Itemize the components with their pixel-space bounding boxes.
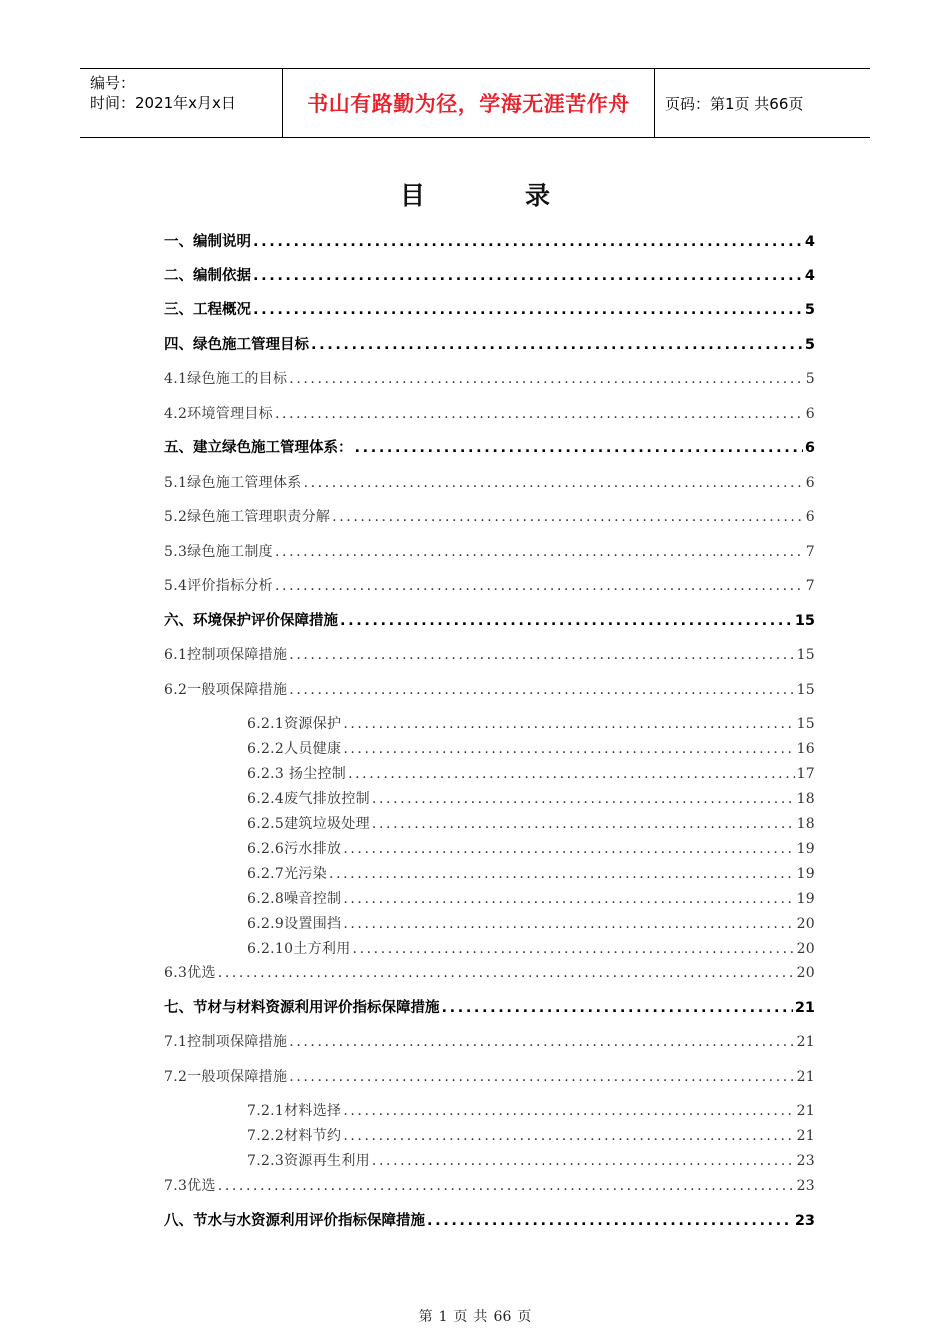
toc-leader-dots	[289, 678, 794, 702]
toc-leader-dots	[289, 1030, 794, 1054]
toc-entry[interactable]	[164, 996, 815, 1020]
toc-entry-page: 23	[794, 1213, 815, 1229]
toc-entry-page: 6	[805, 475, 815, 491]
title-left-char: 目	[399, 181, 425, 210]
toc-leader-dots	[353, 937, 795, 961]
toc-entry-title: 一、编制说明	[164, 234, 251, 250]
page-footer	[0, 1306, 950, 1326]
toc-entry-title: 7.3优选	[164, 1178, 216, 1194]
toc-entry[interactable]	[164, 1149, 815, 1173]
toc-entry[interactable]	[164, 1174, 815, 1198]
header-page-label: 页码：第1页 共66页	[665, 94, 804, 113]
toc-entry[interactable]	[164, 887, 815, 911]
toc-entry[interactable]	[164, 1065, 815, 1089]
toc-entry-title: 5.3绿色施工制度	[164, 544, 273, 560]
toc-entry-page: 23	[796, 1153, 815, 1169]
toc-leader-dots	[372, 1149, 795, 1173]
toc-entry[interactable]	[164, 505, 815, 529]
footer-ye-2: 页	[517, 1309, 532, 1325]
toc-leader-dots	[343, 737, 794, 761]
toc-entry-page: 6	[805, 406, 815, 422]
toc-entry-page: 20	[796, 965, 815, 981]
toc-entry[interactable]	[164, 333, 815, 357]
toc-entry-title: 二、编制依据	[164, 268, 251, 284]
toc-entry-page: 21	[796, 1128, 815, 1144]
toc-entry[interactable]	[164, 787, 815, 811]
toc-entry-title: 6.2.7光污染	[247, 866, 328, 882]
toc-leader-dots	[332, 505, 804, 529]
toc-entry-title: 七、节材与材料资源利用评价指标保障措施	[164, 1000, 440, 1016]
toc-entry-page: 21	[796, 1103, 815, 1119]
toc-entry-page: 19	[796, 866, 815, 882]
toc-entry-title: 5.2绿色施工管理职责分解	[164, 509, 331, 525]
toc-leader-dots	[427, 1209, 793, 1233]
toc-leader-dots	[343, 837, 794, 861]
footer-di: 第	[418, 1309, 433, 1325]
document-time-label: 时间：2021年x月x日	[90, 94, 236, 112]
page-header	[80, 68, 870, 138]
toc-entry-title: 4.1绿色施工的目标	[164, 371, 288, 387]
toc-entry[interactable]	[164, 937, 815, 961]
toc-leader-dots	[372, 787, 795, 811]
toc-entry-page: 18	[796, 816, 815, 832]
toc-entry-page: 20	[796, 941, 815, 957]
toc-entry-page: 19	[796, 891, 815, 907]
toc-leader-dots	[253, 230, 803, 254]
toc-leader-dots	[355, 436, 803, 460]
toc-leader-dots	[253, 298, 803, 322]
toc-leader-dots	[343, 1099, 794, 1123]
toc-entry[interactable]	[164, 471, 815, 495]
toc-entry[interactable]	[164, 540, 815, 564]
toc-entry-page: 15	[796, 716, 815, 732]
header-motto: 书山有路勤为径，学海无涯苦作舟	[282, 69, 655, 137]
toc-leader-dots	[340, 609, 793, 633]
toc-entry-title: 4.2环境管理目标	[164, 406, 273, 422]
toc-entry-title: 7.2.2材料节约	[247, 1128, 342, 1144]
toc-leader-dots	[253, 264, 803, 288]
toc-entry-title: 6.2.3 扬尘控制	[247, 766, 347, 782]
toc-entry-title: 7.2.1材料选择	[247, 1103, 342, 1119]
toc-entry-page: 20	[796, 916, 815, 932]
footer-gong: 共	[473, 1309, 488, 1325]
toc-entry[interactable]	[164, 1030, 815, 1054]
toc-entry[interactable]	[164, 737, 815, 761]
toc-leader-dots	[343, 712, 794, 736]
toc-entry[interactable]	[164, 862, 815, 886]
toc-leader-dots	[372, 812, 795, 836]
toc-entry[interactable]	[164, 678, 815, 702]
header-meta	[80, 69, 282, 137]
toc-entry-title: 6.2.6污水排放	[247, 841, 342, 857]
toc-entry[interactable]	[164, 912, 815, 936]
toc-entry-page: 5	[804, 337, 815, 353]
toc-entry[interactable]	[164, 264, 815, 288]
toc-leader-dots	[343, 912, 794, 936]
toc-entry-title: 6.2一般项保障措施	[164, 682, 288, 698]
toc-leader-dots	[218, 961, 795, 985]
toc-leader-dots	[343, 1124, 794, 1148]
toc-entry-page: 6	[804, 440, 815, 456]
toc-leader-dots	[289, 367, 804, 391]
toc-entry[interactable]	[164, 1099, 815, 1123]
toc-entry-page: 23	[796, 1178, 815, 1194]
toc-entry-title: 四、绿色施工管理目标	[164, 337, 309, 353]
toc-entry-title: 八、节水与水资源利用评价指标保障措施	[164, 1213, 425, 1229]
toc-entry-title: 6.1控制项保障措施	[164, 647, 288, 663]
toc-leader-dots	[304, 471, 804, 495]
toc-entry-page: 18	[796, 791, 815, 807]
toc-entry[interactable]	[164, 812, 815, 836]
toc-leader-dots	[275, 574, 804, 598]
toc-entry[interactable]	[164, 574, 815, 598]
toc-entry-page: 15	[794, 613, 815, 629]
toc-entry-page: 7	[805, 578, 815, 594]
title-right-char: 录	[525, 181, 551, 210]
toc-leader-dots	[329, 862, 795, 886]
toc-entry-title: 7.2一般项保障措施	[164, 1069, 288, 1085]
toc-entry[interactable]	[164, 961, 815, 985]
page-title	[0, 176, 950, 212]
toc-entry[interactable]	[164, 298, 815, 322]
toc-entry[interactable]	[164, 837, 815, 861]
toc-entry-page: 6	[805, 509, 815, 525]
toc-entry-title: 三、工程概况	[164, 302, 251, 318]
toc-entry-page: 21	[796, 1069, 815, 1085]
document-number-label: 编号：	[90, 74, 136, 92]
toc-entry-title: 5.1绿色施工管理体系	[164, 475, 302, 491]
toc-entry[interactable]	[164, 609, 815, 633]
toc-entry[interactable]	[164, 762, 815, 786]
toc-entry-page: 15	[796, 647, 815, 663]
toc-entry-title: 6.3优选	[164, 965, 216, 981]
toc-entry-page: 16	[796, 741, 815, 757]
toc-entry-title: 7.2.3资源再生利用	[247, 1153, 370, 1169]
toc-entry-title: 6.2.9设置围挡	[247, 916, 342, 932]
toc-entry-page: 15	[796, 682, 815, 698]
toc-entry[interactable]	[164, 712, 815, 736]
toc-entry-page: 4	[804, 268, 815, 284]
toc-leader-dots	[343, 887, 794, 911]
toc-entry-title: 6.2.2人员健康	[247, 741, 342, 757]
toc-entry-page: 17	[796, 766, 815, 782]
toc-leader-dots	[311, 333, 803, 357]
toc-entry[interactable]	[164, 643, 815, 667]
toc-entry-title: 6.2.1资源保护	[247, 716, 342, 732]
toc-leader-dots	[218, 1174, 795, 1198]
toc-entry[interactable]	[164, 1124, 815, 1148]
toc-entry[interactable]	[164, 1209, 815, 1233]
toc-entry-page: 4	[804, 234, 815, 250]
toc-leader-dots	[289, 1065, 794, 1089]
toc-entry[interactable]	[164, 367, 815, 391]
toc-entry-title: 六、环境保护评价保障措施	[164, 613, 338, 629]
toc-entry[interactable]	[164, 402, 815, 426]
toc-entry-title: 6.2.10土方利用	[247, 941, 351, 957]
toc-leader-dots	[442, 996, 793, 1020]
toc-leader-dots	[348, 762, 795, 786]
toc-leader-dots	[275, 402, 804, 426]
footer-total-pages: 66	[493, 1309, 512, 1325]
toc-entry[interactable]	[164, 230, 815, 254]
toc-entry-title: 6.2.8噪音控制	[247, 891, 342, 907]
toc-entry-page: 21	[794, 1000, 815, 1016]
toc-leader-dots	[289, 643, 794, 667]
toc-entry-page: 5	[804, 302, 815, 318]
footer-ye: 页	[453, 1309, 468, 1325]
footer-current-page: 1	[438, 1309, 448, 1325]
toc-entry-page: 19	[796, 841, 815, 857]
toc-entry-title: 6.2.5建筑垃圾处理	[247, 816, 370, 832]
toc-entry-title: 5.4评价指标分析	[164, 578, 273, 594]
toc-entry[interactable]	[164, 436, 815, 460]
toc-entry-title: 7.1控制项保障措施	[164, 1034, 288, 1050]
toc-entry-title: 6.2.4废气排放控制	[247, 791, 370, 807]
toc-entry-page: 21	[796, 1034, 815, 1050]
toc-entry-page: 7	[805, 544, 815, 560]
toc-leader-dots	[275, 540, 804, 564]
toc-entry-page: 5	[805, 371, 815, 387]
toc-entry-title: 五、建立绿色施工管理体系：	[164, 440, 353, 456]
